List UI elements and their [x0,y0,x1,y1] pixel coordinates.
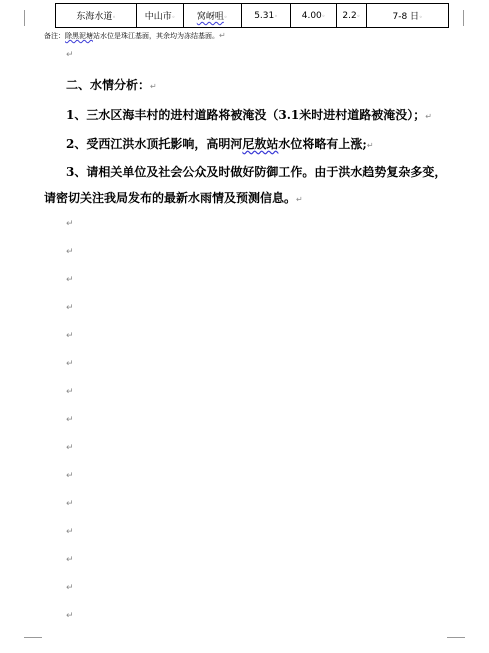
table-cell-site: 窝岈咀◦ [183,4,241,28]
table-cell-value3: 2.2◦ [336,4,367,28]
paragraph-mark: ↵ [66,359,74,369]
cell-end-mark: ◦ [356,12,361,20]
cell-end-mark: ◦ [419,14,423,21]
cell-end-mark: ◦ [321,12,326,20]
paragraph-mark: ↵ [66,583,74,593]
table-note: 备注：除黑泥塘站水位是珠江基面，其余均为冻结基面。↵ [44,31,226,40]
cell-end-mark: ◦ [274,12,278,20]
page-corner-mark-top-left [24,10,25,26]
paragraph-mark: ↵ [66,303,74,313]
table-cell-time: 7-8 日◦ [367,4,449,28]
paragraph-mark: ↵ [66,611,74,621]
paragraph-mark: ↵ [66,555,74,565]
paragraph-mark: ↵ [66,387,74,397]
cell-end-mark: ◦ [112,14,116,21]
analysis-item-3: 3、请相关单位及社会公众及时做好防御工作。由于洪水趋势复杂多变， [66,165,447,179]
page-corner-mark-bottom-left [24,637,42,638]
paragraph-mark: ↵ [66,527,74,537]
water-level-table [55,3,449,28]
table-cell-city: 中山市◦ [137,4,183,28]
table-cell-value1: 5.31◦ [241,4,291,28]
analysis-item-2: 2、受西江洪水顶托影响，高明河尼敖站水位将略有上涨;↵ [66,137,374,151]
paragraph-mark: ↵ [66,247,74,257]
paragraph-mark: ↵ [66,275,74,285]
paragraph-mark: ↵ [66,443,74,453]
paragraph-mark: ↵ [66,219,74,229]
paragraph-mark: ↵ [66,415,74,425]
cell-end-mark: ◦ [223,14,228,21]
analysis-item-3-continued: 请密切关注我局发布的最新水雨情及预测信息。↵ [44,191,303,205]
table-cell-station: 东海水道◦ [56,4,137,28]
page-corner-mark-bottom-right [447,637,465,638]
table-row [56,4,449,28]
analysis-item-1: 1、三水区海丰村的进村道路将被淹没（3.1米时进村道路被淹没）；↵ [66,108,432,122]
cell-end-mark: ◦ [171,14,176,21]
paragraph-mark: ↵ [66,50,74,60]
page-corner-mark-top-right [463,10,464,26]
section-title: 二、水情分析：↵ [66,78,157,92]
paragraph-mark: ↵ [66,499,74,509]
table-cell-value2: 4.00◦ [291,4,336,28]
paragraph-mark: ↵ [66,471,74,481]
paragraph-mark: ↵ [66,331,74,341]
